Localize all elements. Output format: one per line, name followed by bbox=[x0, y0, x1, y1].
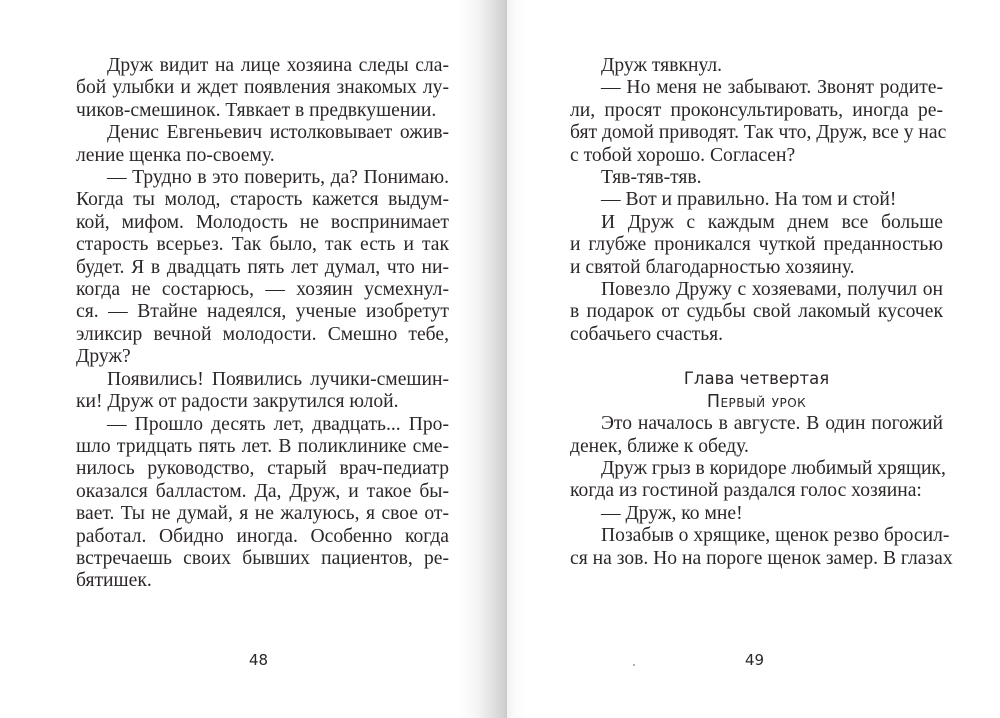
print-speck bbox=[633, 664, 635, 666]
page-number-left: 48 bbox=[249, 651, 269, 669]
paragraph bbox=[570, 279, 943, 346]
paragraph bbox=[570, 525, 953, 570]
text-line: ление щенка по-своему. bbox=[76, 144, 275, 166]
paragraph bbox=[570, 503, 943, 525]
paragraph bbox=[76, 122, 449, 167]
text-line: собачьего счастья. bbox=[570, 323, 724, 345]
text-line: Появились! Появились лучики-смешин- bbox=[107, 368, 449, 390]
chapter-title: Первый урок bbox=[706, 391, 807, 412]
text-line: Когда ты молод, старость кажется выдум- bbox=[76, 189, 449, 211]
paragraph bbox=[570, 413, 943, 458]
text-line: ки! Друж от радости закрутился юлой. bbox=[76, 391, 399, 413]
page-number-right: 49 bbox=[745, 651, 765, 669]
text-line: — Друж, ко мне! bbox=[601, 502, 743, 524]
text-line: будет. Я в двадцать пять лет думал, что ни- bbox=[76, 256, 449, 278]
text-line: Друж тявкнул. bbox=[601, 55, 723, 76]
text-line: Друж видит на лице хозяина следы сла- bbox=[107, 55, 449, 76]
text-line: и глубже проникался чуткой преданностью bbox=[570, 234, 943, 256]
right-page bbox=[507, 0, 1000, 718]
text-line: денек, ближе к обеду. bbox=[570, 435, 749, 457]
text-line: в подарок от судьбы свой лакомый кусочек bbox=[570, 301, 943, 323]
text-line: бой улыбки и ждет появления знакомых лу- bbox=[76, 77, 449, 99]
paragraph bbox=[570, 55, 943, 77]
text-line: работал. Обидно иногда. Особенно когда bbox=[76, 525, 449, 547]
left-page-text bbox=[76, 55, 449, 593]
right-page-text bbox=[570, 55, 953, 570]
text-before-chapter bbox=[570, 55, 947, 346]
text-line: ся. — Втайне надеялся, ученые изобретут bbox=[76, 301, 449, 323]
paragraph bbox=[570, 457, 946, 503]
text-line: эликсир вечной молодости. Смешно тебе, bbox=[76, 323, 449, 345]
text-line: Друж грыз в коридоре любимый хрящик, bbox=[601, 457, 946, 479]
paragraph bbox=[76, 414, 449, 593]
text-line: оказался балластом. Да, Друж, и такое бы- bbox=[76, 480, 449, 502]
text-line: Позабыв о хрящике, щенок резво бросил- bbox=[601, 525, 950, 547]
chapter-spacer bbox=[570, 346, 943, 368]
text-line: Денис Евгеньевич истолковывает ожив- bbox=[107, 122, 449, 144]
text-line: — Вот и правильно. На том и стой! bbox=[601, 189, 897, 211]
text-line: кой, мифом. Молодость не воспринимает bbox=[76, 211, 449, 233]
paragraph bbox=[76, 55, 449, 122]
text-line: бят домой приводят. Так что, Друж, все у нас bbox=[570, 122, 947, 144]
text-after-chapter bbox=[570, 413, 953, 570]
text-line: и святой благодарностью хозяину. bbox=[570, 256, 855, 278]
paragraph bbox=[570, 77, 947, 167]
text-line: — Трудно в это поверить, да? Понимаю. bbox=[107, 167, 449, 189]
text-line: нилось руководство, старый врач-педиатр bbox=[76, 458, 449, 480]
text-line: встречаешь своих бывших пациентов, ре- bbox=[76, 547, 449, 569]
text-line: — Но меня не забывают. Звонят родите- bbox=[601, 77, 943, 99]
text-line: когда не состарюсь, — хозяин усмехнул- bbox=[76, 279, 449, 301]
text-line: ли, просят проконсультировать, иногда ре- bbox=[570, 99, 943, 121]
text-line: ся на зов. Но на пороге щенок замер. В глазах bbox=[570, 547, 953, 569]
paragraph bbox=[76, 167, 449, 369]
text-line: Это началось в августе. В один погожий bbox=[601, 413, 943, 435]
paragraph bbox=[570, 167, 943, 189]
text-line: с тобой хорошо. Согласен? bbox=[570, 144, 796, 166]
text-line: Друж? bbox=[76, 346, 131, 368]
text-line: Повезло Дружу с хозяевами, получил он bbox=[601, 279, 943, 301]
paragraph bbox=[76, 369, 449, 414]
text-line: когда из гостиной раздался голос хозяина: bbox=[570, 480, 922, 502]
text-line: И Друж с каждым днем все больше bbox=[601, 211, 943, 233]
text-line: вает. Ты не думай, я не жалуюсь, я свое от- bbox=[76, 503, 449, 525]
text-line: шло тридцать пять лет. В поликлинике сме- bbox=[76, 435, 449, 457]
text-line: чиков-смешинок. Тявкает в предвкушении. bbox=[76, 99, 437, 121]
chapter-number: Глава четвертая bbox=[683, 369, 830, 389]
text-line: старость всерьез. Так было, так есть и так bbox=[76, 234, 449, 256]
text-line: Тяв-тяв-тяв. bbox=[601, 167, 702, 189]
text-line: — Прошло десять лет, двадцать... Про- bbox=[107, 413, 449, 435]
text-line: бятишек. bbox=[76, 570, 152, 592]
paragraph bbox=[570, 212, 943, 279]
paragraph bbox=[570, 189, 943, 211]
